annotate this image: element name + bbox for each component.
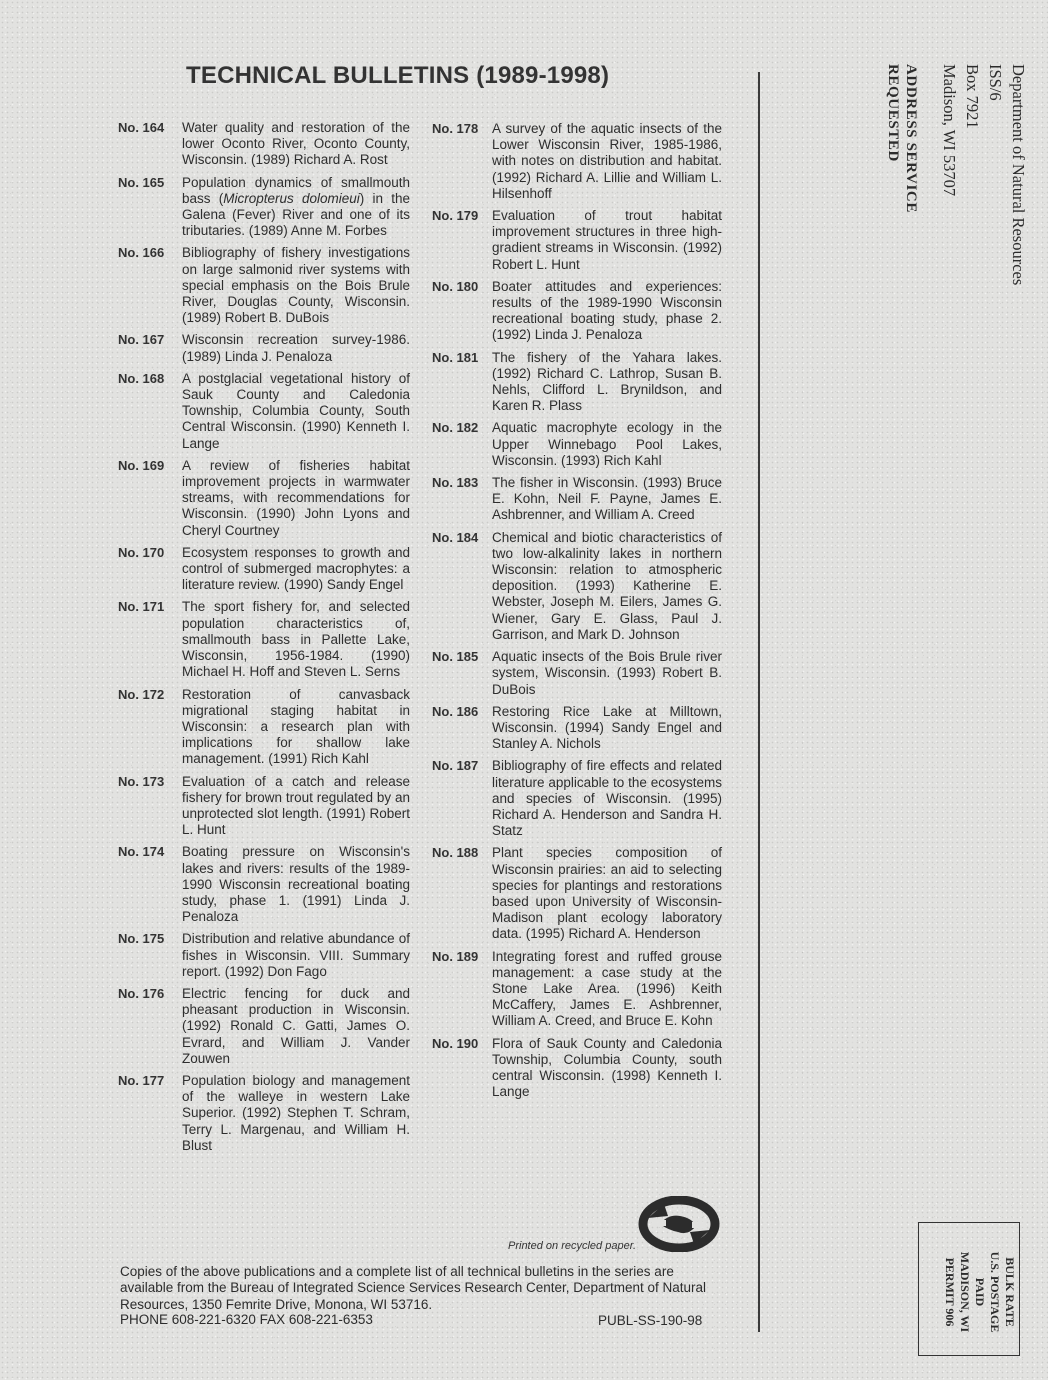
address-service-requested xyxy=(884,64,920,213)
bulletin-entry xyxy=(432,530,722,643)
bulletin-list-right xyxy=(432,121,722,1106)
bulletin-number: No. 167 xyxy=(118,332,165,348)
bulletin-text: Water quality and restoration of the lower Oconto River, Oconto County, Wisconsin. (1989) Richard A. Rost xyxy=(182,120,410,168)
bulletin-list-left xyxy=(118,120,410,1160)
bulletin-text: Chemical and biotic characteristics of two low-alkalinity lakes in northern Wisconsin: relation to atmospheric deposition. (1993) Katherine E. Webster, Joseph M. Eilers, James G. Wiener, Gary E. Glass, Paul J. Garrison, and Mark D. Johnson xyxy=(492,529,722,642)
bulletin-number: No. 177 xyxy=(118,1072,165,1088)
bulletin-number: No. 176 xyxy=(118,985,165,1001)
bulletin-entry xyxy=(118,371,410,452)
bulletin-number: No. 172 xyxy=(118,686,165,702)
bulletin-entry xyxy=(432,350,722,415)
bulletin-text: A review of fisheries habitat improvement projects in warmwater streams, with recommendations for Wisconsin. (1990) John Lyons and Cheryl Courtney xyxy=(182,457,410,538)
bulletin-entry xyxy=(118,545,410,594)
bulletin-entry xyxy=(118,175,410,240)
bulletin-entry xyxy=(432,208,722,273)
bulletin-text: Population biology and management of the walleye in western Lake Superior. (1992) Stephen T. Schram, Terry L. Margenau, and William H. Blust xyxy=(182,1072,410,1153)
permit-line: PERMIT 906 xyxy=(943,1257,957,1327)
bulletin-text: The sport fishery for, and selected population characteristics of, smallmouth bass in Pallette Lake, Wisconsin, 1956-1984. (1990) Michael H. Hoff and Steven L. Serns xyxy=(182,599,410,680)
bulletin-number: No. 168 xyxy=(118,370,165,386)
bulletin-entry xyxy=(118,844,410,925)
bulletin-text: The fishery of the Yahara lakes. (1992) Richard C. Lathrop, Susan B. Nehls, Clifford L. Brynildson, and Karen R. Plass xyxy=(492,349,722,414)
postage-permit-box xyxy=(918,1222,1020,1356)
bulletin-entry xyxy=(432,121,722,202)
bulletin-text: Restoring Rice Lake at Milltown, Wisconsin. (1994) Sandy Engel and Stanley A. Nichols xyxy=(492,703,722,752)
bulletin-number: No. 174 xyxy=(118,844,165,860)
bulletin-entry xyxy=(118,245,410,326)
bulletin-text: Flora of Sauk County and Caledonia Township, Columbia County, south central Wisconsin. (1998) Kenneth I. Lange xyxy=(492,1035,722,1100)
bulletin-text-part: Population dynamics of smallmouth bass ( xyxy=(182,174,410,206)
bulletin-number: No. 165 xyxy=(118,174,165,190)
bulletin-number: No. 170 xyxy=(118,544,165,560)
bulletin-text: Integrating forest and ruffed grouse management: a case study at the Stone Lake Area. (1996) Keith McCaffery, James E. Ashbrenner, William A. Creed, and Bruce E. Kohn xyxy=(492,948,722,1029)
bulletin-number: No. 179 xyxy=(432,208,479,224)
bulletin-number: No. 169 xyxy=(118,457,165,473)
bulletin-entry xyxy=(432,704,722,753)
bulletin-text: Bibliography of fire effects and related literature applicable to the ecosystems and species of Wisconsin. (1995) Richard A. Henderson and Sandra H. Statz xyxy=(492,758,722,839)
bulletin-number: No. 186 xyxy=(432,703,479,719)
permit-line: MADISON, WI xyxy=(958,1251,972,1333)
permit-line: U.S. POSTAGE xyxy=(988,1251,1002,1333)
bulletin-entry xyxy=(432,845,722,942)
bulletin-text: A postglacial vegetational history of Sauk County and Caledonia Township, Columbia County, South Central Wisconsin. (1990) Kenneth I. Lange xyxy=(182,370,410,451)
publication-code: PUBL-SS-190-98 xyxy=(598,1313,703,1328)
bulletin-text: Evaluation of a catch and release fishery for brown trout regulated by an unprotected slot length. (1991) Robert L. Hunt xyxy=(182,773,410,838)
bulletin-text xyxy=(182,175,410,240)
bulletin-entry xyxy=(118,774,410,839)
bulletin-entry xyxy=(432,420,722,469)
bulletin-number: No. 189 xyxy=(432,948,479,964)
bulletin-entry xyxy=(118,931,410,980)
bulletin-text: Bibliography of fishery investigations on large salmonid river systems with special emphasis on the Bois Brule River, Douglas County, Wisconsin. (1989) Robert B. DuBois xyxy=(182,245,410,326)
bulletin-entry xyxy=(432,1036,722,1101)
bulletin-entry xyxy=(118,986,410,1067)
bulletin-text-part: ) in the Galena (Fever) River and one of its tributaries. (1989) Anne M. Forbes xyxy=(182,190,410,239)
bulletin-text: Aquatic insects of the Bois Brule river system, Wisconsin. (1993) Robert B. DuBois xyxy=(492,649,722,697)
species-name: Micropterus dolomieui xyxy=(223,190,360,206)
bulletin-text: Boater attitudes and experiences: results of the 1989-1990 Wisconsin recreational boating study, phase 2. (1992) Linda J. Penaloza xyxy=(492,278,722,343)
contact-numbers: PHONE 608-221-6320 FAX 608-221-6353 xyxy=(120,1312,373,1327)
address-service-line: ADDRESS SERVICE xyxy=(903,64,919,213)
return-address-line: Madison, WI 53707 xyxy=(940,64,959,197)
permit-line: PAID xyxy=(973,1277,987,1307)
return-address-line: ISS/6 xyxy=(986,64,1005,101)
bulletin-number: No. 187 xyxy=(432,758,479,774)
postage-permit-text xyxy=(942,1233,1017,1351)
bulletin-text: The fisher in Wisconsin. (1993) Bruce E. Kohn, Neil F. Payne, James E. Ashbrenner, and William A. Creed xyxy=(492,475,722,523)
bulletin-entry xyxy=(432,758,722,839)
bulletin-entry xyxy=(118,1073,410,1154)
bulletin-number: No. 184 xyxy=(432,529,479,545)
recycle-icon xyxy=(638,1196,720,1252)
bulletin-number: No. 182 xyxy=(432,420,479,436)
bulletin-text: Distribution and relative abundance of fishes in Wisconsin. VIII. Summary report. (1992) Don Fago xyxy=(182,931,410,979)
bulletin-entry xyxy=(432,279,722,344)
page-title: TECHNICAL BULLETINS (1989-1998) xyxy=(186,62,610,89)
bulletin-text: Electric fencing for duck and pheasant production in Wisconsin. (1992) Ronald C. Gatti, James O. Evrard, and William J. Vander Zouwen xyxy=(182,985,410,1066)
bulletin-number: No. 164 xyxy=(118,120,165,135)
bulletin-number: No. 181 xyxy=(432,349,479,365)
bulletin-entry xyxy=(118,458,410,539)
address-service-line: REQUESTED xyxy=(885,64,901,162)
bulletin-text: Restoration of canvasback migrational staging habitat in Wisconsin: a research plan with implications for shallow lake management. (1991) Rich Kahl xyxy=(182,686,410,767)
bulletin-number: No. 190 xyxy=(432,1035,479,1051)
bulletin-text: A survey of the aquatic insects of the Lower Wisconsin River, 1985-1986, with notes on distribution and habitat. (1992) Richard A. Lillie and William L. Hilsenhoff xyxy=(492,121,722,201)
bulletin-number: No. 185 xyxy=(432,649,479,665)
bulletin-entry xyxy=(118,599,410,680)
bulletin-number: No. 173 xyxy=(118,773,165,789)
mailer-divider xyxy=(758,72,760,1332)
bulletin-entry xyxy=(432,949,722,1030)
bulletin-entry xyxy=(432,649,722,698)
return-address-line: Department of Natural Resources xyxy=(1009,64,1028,286)
bulletin-number: No. 166 xyxy=(118,245,165,261)
bulletin-text: Boating pressure on Wisconsin's lakes and rivers: results of the 1989-1990 Wisconsin recreational boating study, phase 1. (1991) Linda J. Penaloza xyxy=(182,844,410,925)
recycled-paper-note: Printed on recycled paper. xyxy=(508,1240,636,1252)
return-address xyxy=(938,64,1030,285)
bulletin-number: No. 188 xyxy=(432,845,479,861)
bulletin-entry xyxy=(432,475,722,524)
bulletin-text: Plant species composition of Wisconsin prairies: an aid to selecting species for plantings and restorations based upon University of Wisconsin-Madison plant ecology laboratory data. (1995) Richard A. Henderson xyxy=(492,845,722,942)
bulletin-number: No. 180 xyxy=(432,278,479,294)
bulletin-number: No. 183 xyxy=(432,475,479,491)
permit-line: BULK RATE xyxy=(1003,1257,1017,1327)
bulletin-entry xyxy=(118,687,410,768)
return-address-line: Box 7921 xyxy=(963,64,982,129)
bulletin-entry xyxy=(118,120,410,169)
bulletin-number: No. 178 xyxy=(432,121,479,136)
bulletin-text: Evaluation of trout habitat improvement structures in three high-gradient streams in Wisconsin. (1992) Robert L. Hunt xyxy=(492,208,722,272)
availability-note: Copies of the above publications and a complete list of all technical bulletins in the series are available from the Bureau of Integrated Science Services Research Center, Department of Natural Resources, 1350 Femrite Drive, Monona, WI 53716. xyxy=(120,1264,707,1312)
bulletin-entry xyxy=(118,332,410,364)
bulletin-text: Wisconsin recreation survey-1986. (1989) Linda J. Penaloza xyxy=(182,332,410,364)
bulletin-number: No. 171 xyxy=(118,599,165,615)
bulletin-text: Aquatic macrophyte ecology in the Upper Winnebago Pool Lakes, Wisconsin. (1993) Rich Kahl xyxy=(492,420,722,468)
bulletin-text: Ecosystem responses to growth and control of submerged macrophytes: a literature review. (1990) Sandy Engel xyxy=(182,544,410,593)
bulletin-number: No. 175 xyxy=(118,931,165,947)
